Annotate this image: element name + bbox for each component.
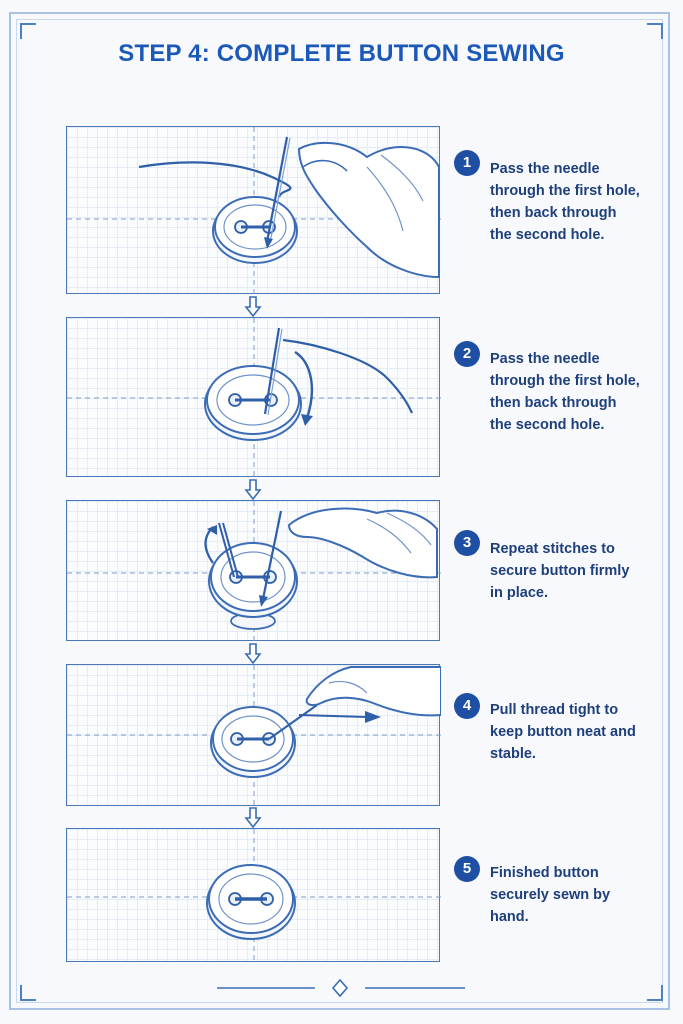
step-number-badge: 1 [454,150,480,176]
down-arrow-icon [244,479,262,501]
step-number-badge: 2 [454,341,480,367]
corner-ornament [20,985,36,1001]
footer-diamond-ornament [215,976,467,1000]
step-1-illustration [67,127,441,295]
step-description: Repeat stitches to secure button firmly in place. [490,541,630,601]
down-arrow-icon [244,643,262,665]
step-2-illustration [67,318,441,478]
step-description: Pass the needle through the first hole, then back through the second hole. [490,351,640,433]
step-3-illustration [67,501,441,642]
step-number-badge: 3 [454,530,480,556]
corner-ornament [20,23,36,39]
step-description: Finished button securely sewn by hand. [490,865,611,925]
down-arrow-icon [244,296,262,318]
step-4-illustration-panel [66,664,440,806]
step-number-badge: 5 [454,856,480,882]
corner-ornament [647,23,663,39]
step-3-illustration-panel [66,500,440,641]
corner-ornament [647,985,663,1001]
down-arrow-icon [244,807,262,829]
page-title: STEP 4: COMPLETE BUTTON SEWING [118,40,565,67]
step-number-badge: 4 [454,693,480,719]
step-5-illustration-panel [66,828,440,962]
step-description: Pull thread tight to keep button neat and stable. [490,702,636,762]
step-4-illustration [67,665,441,807]
step-description: Pass the needle through the first hole, then back through the second hole. [490,161,640,243]
step-1-illustration-panel [66,126,440,294]
step-5-illustration [67,829,441,963]
step-2-illustration-panel [66,317,440,477]
